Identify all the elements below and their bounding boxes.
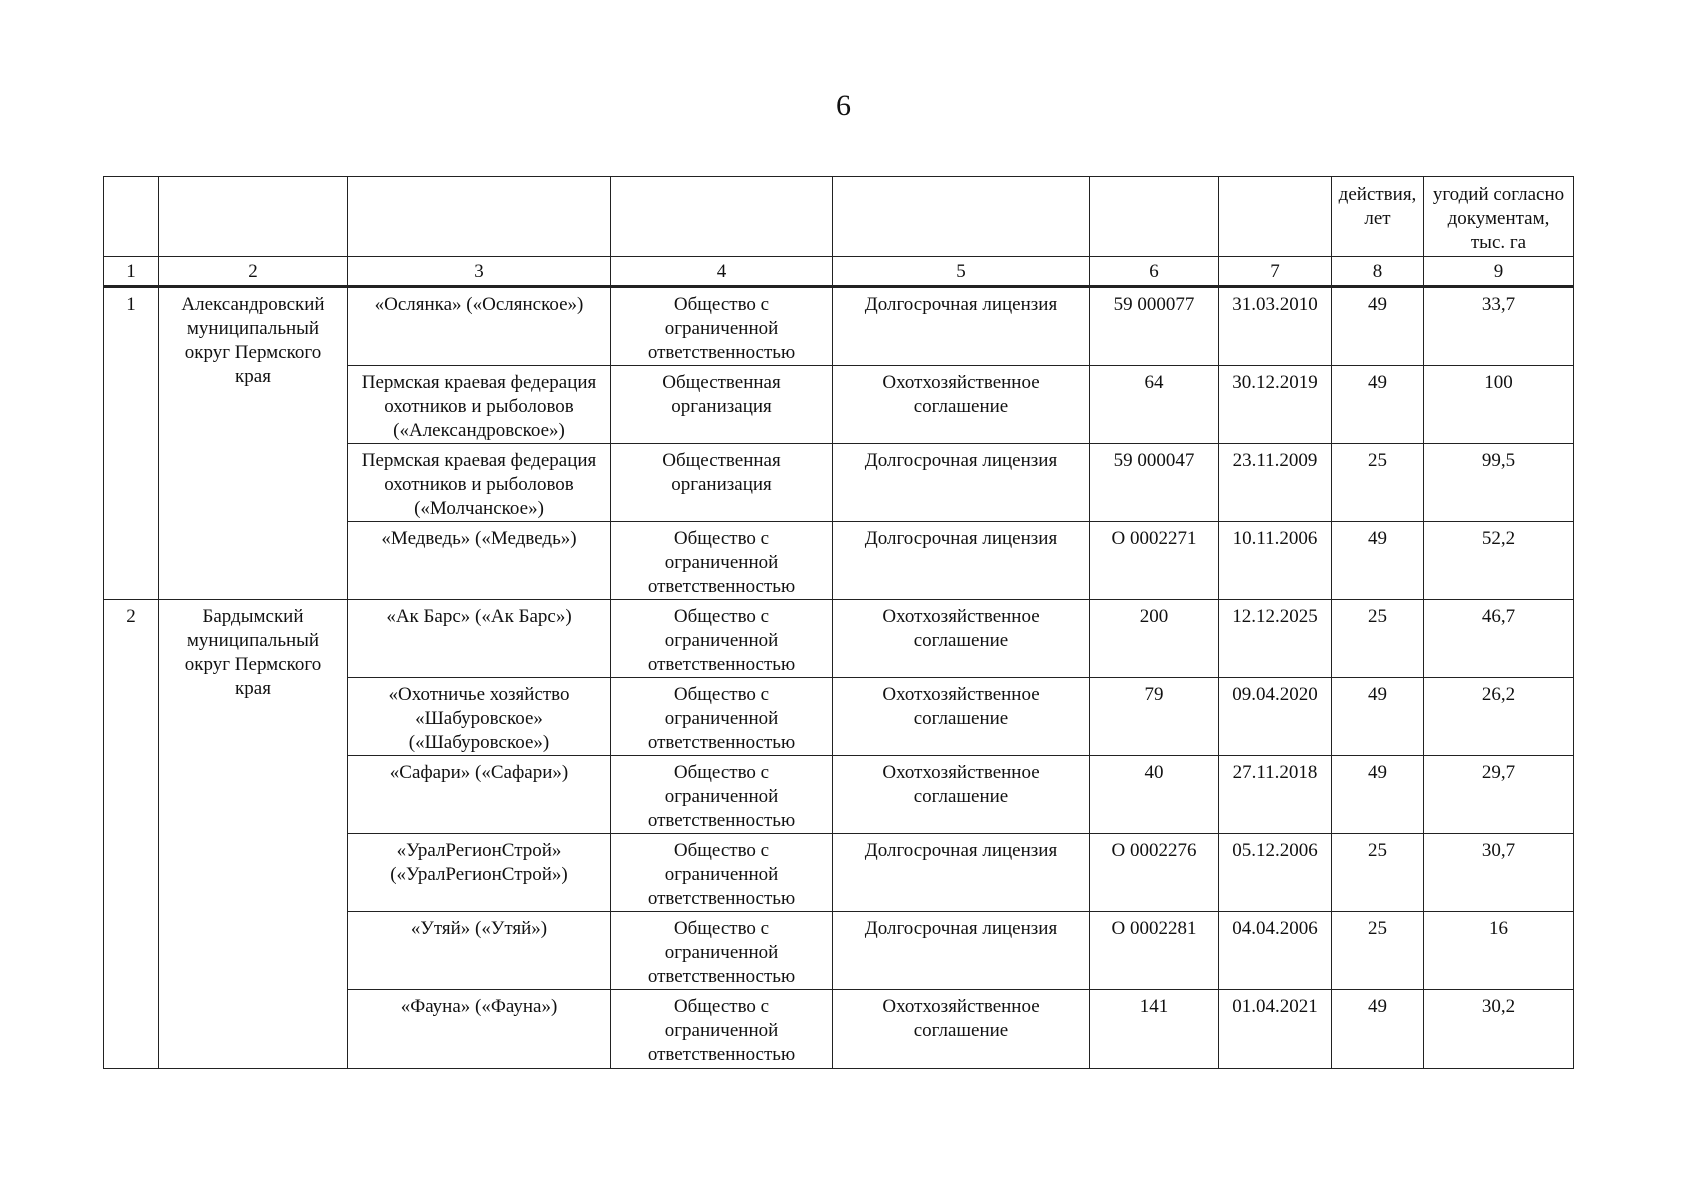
document-type-cell: Охотхозяйственное соглашение — [833, 678, 1090, 756]
table-row — [104, 600, 1574, 678]
document-type-cell: Охотхозяйственное соглашение — [833, 756, 1090, 834]
document-number-cell: О 0002271 — [1090, 522, 1219, 600]
column-number: 6 — [1090, 257, 1219, 287]
area-cell: 16 — [1424, 912, 1574, 990]
document-date-cell: 09.04.2020 — [1219, 678, 1332, 756]
area-cell: 46,7 — [1424, 600, 1574, 678]
document-date-cell: 27.11.2018 — [1219, 756, 1332, 834]
document-number-cell: 141 — [1090, 990, 1219, 1069]
org-name-cell: «Охотничье хозяйство «Шабуровское» («Шабуровское») — [348, 678, 611, 756]
document-type-cell: Охотхозяйственное соглашение — [833, 600, 1090, 678]
org-form-cell: Общество с ограниченной ответственностью — [611, 600, 833, 678]
term-years-cell: 49 — [1332, 678, 1424, 756]
district-cell: Александровский муниципальный округ Пермского края — [159, 287, 348, 600]
hunting-grounds-table — [103, 176, 1574, 1069]
document-type-cell: Долгосрочная лицензия — [833, 287, 1090, 366]
term-years-cell: 49 — [1332, 522, 1424, 600]
header-cell-5 — [833, 177, 1090, 257]
org-form-cell: Общественная организация — [611, 444, 833, 522]
org-form-cell: Общество с ограниченной ответственностью — [611, 287, 833, 366]
column-number-row — [104, 257, 1574, 287]
document-type-cell: Долгосрочная лицензия — [833, 834, 1090, 912]
area-cell: 99,5 — [1424, 444, 1574, 522]
document-number-cell: О 0002281 — [1090, 912, 1219, 990]
area-cell: 29,7 — [1424, 756, 1574, 834]
group-index-cell: 1 — [104, 287, 159, 600]
document-number-cell: 79 — [1090, 678, 1219, 756]
org-form-cell: Общественная организация — [611, 366, 833, 444]
document-date-cell: 12.12.2025 — [1219, 600, 1332, 678]
column-number: 5 — [833, 257, 1090, 287]
org-form-cell: Общество с ограниченной ответственностью — [611, 522, 833, 600]
header-cell-6 — [1090, 177, 1219, 257]
header-cell-area: угодий согласно документам, тыс. га — [1424, 177, 1574, 257]
document-type-cell: Долгосрочная лицензия — [833, 522, 1090, 600]
document-date-cell: 10.11.2006 — [1219, 522, 1332, 600]
org-form-cell: Общество с ограниченной ответственностью — [611, 678, 833, 756]
area-cell: 26,2 — [1424, 678, 1574, 756]
org-form-cell: Общество с ограниченной ответственностью — [611, 756, 833, 834]
org-name-cell: Пермская краевая федерация охотников и рыболовов («Молчанское») — [348, 444, 611, 522]
area-cell: 100 — [1424, 366, 1574, 444]
page-number: 6 — [836, 89, 851, 122]
org-name-cell: «Ак Барс» («Ак Барс») — [348, 600, 611, 678]
term-years-cell: 49 — [1332, 366, 1424, 444]
document-number-cell: О 0002276 — [1090, 834, 1219, 912]
term-years-cell: 49 — [1332, 756, 1424, 834]
document-type-cell: Охотхозяйственное соглашение — [833, 990, 1090, 1069]
group-index-cell: 2 — [104, 600, 159, 1069]
document-date-cell: 30.12.2019 — [1219, 366, 1332, 444]
org-form-cell: Общество с ограниченной ответственностью — [611, 912, 833, 990]
column-number: 1 — [104, 257, 159, 287]
column-number: 4 — [611, 257, 833, 287]
table-header-row — [104, 177, 1574, 257]
org-form-cell: Общество с ограниченной ответственностью — [611, 990, 833, 1069]
org-name-cell: «Ослянка» («Ослянское») — [348, 287, 611, 366]
term-years-cell: 25 — [1332, 444, 1424, 522]
term-years-cell: 25 — [1332, 834, 1424, 912]
column-number: 3 — [348, 257, 611, 287]
area-cell: 33,7 — [1424, 287, 1574, 366]
term-years-cell: 49 — [1332, 990, 1424, 1069]
document-type-cell: Долгосрочная лицензия — [833, 912, 1090, 990]
document-date-cell: 23.11.2009 — [1219, 444, 1332, 522]
org-name-cell: «Сафари» («Сафари») — [348, 756, 611, 834]
term-years-cell: 25 — [1332, 912, 1424, 990]
header-cell-7 — [1219, 177, 1332, 257]
document-number-cell: 200 — [1090, 600, 1219, 678]
header-cell-2 — [159, 177, 348, 257]
document-type-cell: Охотхозяйственное соглашение — [833, 366, 1090, 444]
document-date-cell: 31.03.2010 — [1219, 287, 1332, 366]
org-name-cell: Пермская краевая федерация охотников и рыболовов («Александровское») — [348, 366, 611, 444]
term-years-cell: 49 — [1332, 287, 1424, 366]
header-cell-1 — [104, 177, 159, 257]
document-date-cell: 05.12.2006 — [1219, 834, 1332, 912]
column-number: 8 — [1332, 257, 1424, 287]
org-form-cell: Общество с ограниченной ответственностью — [611, 834, 833, 912]
document-date-cell: 04.04.2006 — [1219, 912, 1332, 990]
area-cell: 30,2 — [1424, 990, 1574, 1069]
column-number: 9 — [1424, 257, 1574, 287]
area-cell: 52,2 — [1424, 522, 1574, 600]
district-cell: Бардымский муниципальный округ Пермского края — [159, 600, 348, 1069]
org-name-cell: «УралРегионСтрой» («УралРегионСтрой») — [348, 834, 611, 912]
document-number-cell: 59 000077 — [1090, 287, 1219, 366]
document-number-cell: 40 — [1090, 756, 1219, 834]
header-cell-term: действия, лет — [1332, 177, 1424, 257]
org-name-cell: «Фауна» («Фауна») — [348, 990, 611, 1069]
term-years-cell: 25 — [1332, 600, 1424, 678]
header-cell-3 — [348, 177, 611, 257]
area-cell: 30,7 — [1424, 834, 1574, 912]
document-number-cell: 59 000047 — [1090, 444, 1219, 522]
document-number-cell: 64 — [1090, 366, 1219, 444]
document-date-cell: 01.04.2021 — [1219, 990, 1332, 1069]
header-cell-4 — [611, 177, 833, 257]
table-row — [104, 287, 1574, 366]
org-name-cell: «Медведь» («Медведь») — [348, 522, 611, 600]
column-number: 7 — [1219, 257, 1332, 287]
org-name-cell: «Утяй» («Утяй») — [348, 912, 611, 990]
document-type-cell: Долгосрочная лицензия — [833, 444, 1090, 522]
column-number: 2 — [159, 257, 348, 287]
